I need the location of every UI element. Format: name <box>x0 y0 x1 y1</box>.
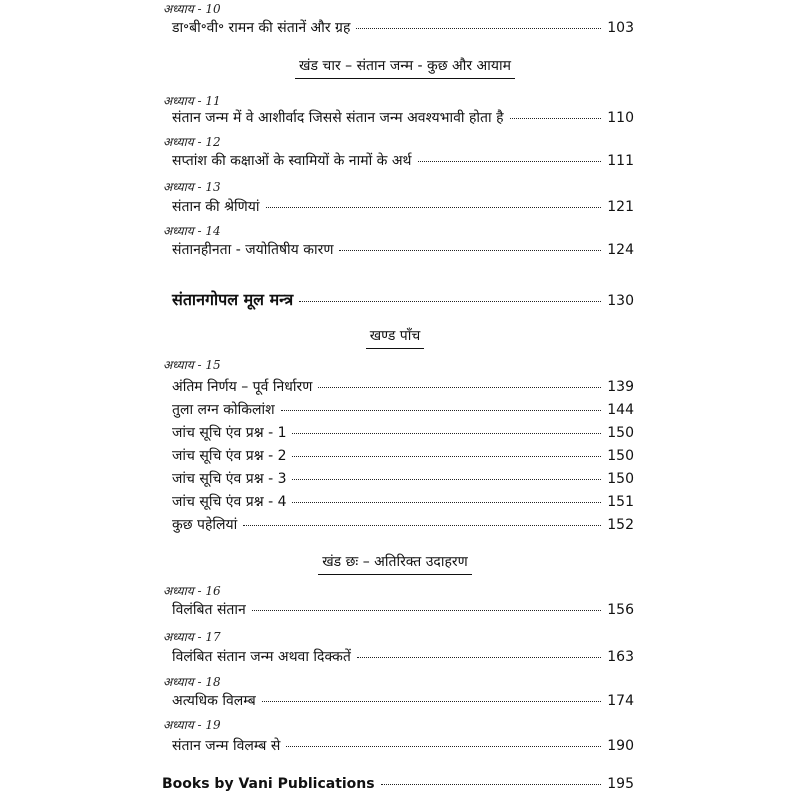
section-heading: खण्ड पाँच <box>340 326 450 349</box>
leader-dots <box>292 502 601 503</box>
leader-dots <box>299 301 601 302</box>
leader-dots <box>252 610 601 611</box>
section-heading: खंड चार – संतान जन्म - कुछ और आयाम <box>240 56 570 79</box>
page-number: 190 <box>607 738 634 754</box>
page-number: 144 <box>607 402 634 418</box>
toc-entry <box>172 377 634 397</box>
chapter-label: अध्याय - 19 <box>163 718 221 732</box>
page-number: 103 <box>607 20 634 36</box>
chapter-label: अध्याय - 14 <box>163 224 221 238</box>
chapter-label: अध्याय - 13 <box>163 180 221 194</box>
toc-entry <box>172 446 634 466</box>
entry-title: संतानगोपल मूल मन्त्र <box>172 290 294 309</box>
page-number: 174 <box>607 693 634 709</box>
toc-entry <box>172 492 634 512</box>
entry-title: संतान की श्रेणियां <box>172 199 260 215</box>
leader-dots <box>243 525 601 526</box>
entry-title: डा॰बी॰वी॰ रामन की संतानें और ग्रह <box>172 20 351 36</box>
page-number: 163 <box>607 649 634 665</box>
chapter-label: अध्याय - 15 <box>163 358 221 372</box>
entry-title: सप्तांश की कक्षाओं के स्वामियों के नामों के अर्थ <box>172 153 412 169</box>
page-number: 150 <box>607 425 634 441</box>
toc-entry <box>172 18 634 38</box>
entry-title: जांच सूचि एंव प्रश्न - 4 <box>172 494 287 510</box>
leader-dots <box>510 118 602 119</box>
entry-title: अंतिम निर्णय – पूर्व निर्धारण <box>172 379 313 395</box>
entry-title: संतान जन्म में वे आशीर्वाद जिससे संतान जन्म अवश्यभावी होता है <box>172 110 504 126</box>
page-number: 151 <box>607 494 634 510</box>
leader-dots <box>356 28 601 29</box>
leader-dots <box>266 207 602 208</box>
chapter-label: अध्याय - 18 <box>163 675 221 689</box>
page-number: 110 <box>607 110 634 126</box>
toc-entry-books <box>162 776 634 796</box>
entry-title: कुछ पहेलियां <box>172 517 238 533</box>
page-number: 139 <box>607 379 634 395</box>
leader-dots <box>292 433 601 434</box>
leader-dots <box>292 479 601 480</box>
entry-title: जांच सूचि एंव प्रश्न - 1 <box>172 425 287 441</box>
toc-entry <box>172 600 634 620</box>
page-number: 156 <box>607 602 634 618</box>
entry-title: विलंबित संतान <box>172 602 246 618</box>
section-heading: खंड छः – अतिरिक्त उदाहरण <box>290 552 500 575</box>
entry-title: संतान जन्म विलम्ब से <box>172 738 281 754</box>
page-number: 111 <box>607 153 634 169</box>
toc-entry <box>172 736 634 756</box>
entry-title: जांच सूचि एंव प्रश्न - 2 <box>172 448 287 464</box>
page-number: 121 <box>607 199 634 215</box>
leader-dots <box>292 456 601 457</box>
entry-title: विलंबित संतान जन्म अथवा दिक्कतें <box>172 649 351 665</box>
toc-entry-major <box>172 288 634 308</box>
toc-entry <box>172 108 634 128</box>
leader-dots <box>357 657 601 658</box>
entry-title: तुला लग्न कोकिलांश <box>172 402 275 418</box>
leader-dots <box>381 784 602 785</box>
leader-dots <box>418 161 602 162</box>
chapter-label: अध्याय - 12 <box>163 135 221 149</box>
chapter-label: अध्याय - 17 <box>163 630 221 644</box>
page-number: 152 <box>607 517 634 533</box>
chapter-label: अध्याय - 11 <box>163 94 221 108</box>
page-number: 150 <box>607 448 634 464</box>
leader-dots <box>281 410 602 411</box>
toc-entry <box>172 469 634 489</box>
page-number: 150 <box>607 471 634 487</box>
entry-title: Books by Vani Publications <box>162 776 375 792</box>
toc-entry <box>172 151 634 171</box>
leader-dots <box>318 387 601 388</box>
toc-entry <box>172 515 634 535</box>
chapter-label: अध्याय - 10 <box>163 2 221 16</box>
toc-entry <box>172 647 634 667</box>
page-number: 195 <box>607 776 634 792</box>
toc-entry <box>172 400 634 420</box>
entry-title: संतानहीनता - जयोतिषीय कारण <box>172 242 334 258</box>
toc-entry <box>172 240 634 260</box>
page-number: 124 <box>607 242 634 258</box>
toc-entry <box>172 423 634 443</box>
leader-dots <box>286 746 601 747</box>
entry-title: जांच सूचि एंव प्रश्न - 3 <box>172 471 287 487</box>
entry-title: अत्यधिक विलम्ब <box>172 693 256 709</box>
leader-dots <box>339 250 601 251</box>
leader-dots <box>262 701 602 702</box>
toc-entry <box>172 691 634 711</box>
page-number: 130 <box>607 293 634 309</box>
chapter-label: अध्याय - 16 <box>163 584 221 598</box>
toc-entry <box>172 197 634 217</box>
